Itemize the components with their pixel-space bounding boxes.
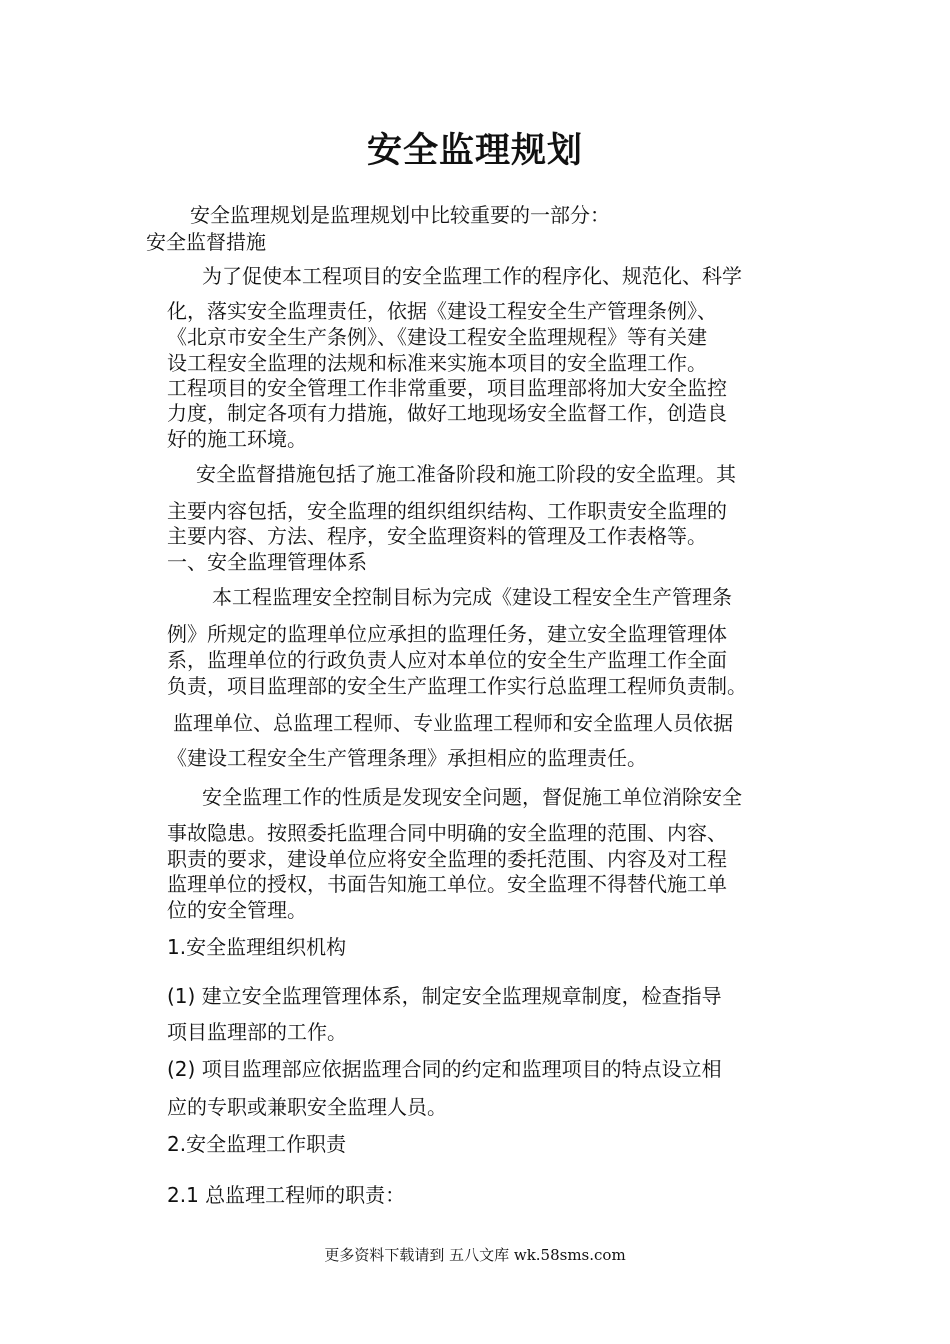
text-line: 安全监督措施包括了施工准备阶段和施工阶段的安全监理。其 bbox=[196, 462, 736, 486]
text-line: 安全监督措施 bbox=[146, 230, 266, 254]
text-line: 设工程安全监理的法规和标准来实施本项目的安全监理工作。 bbox=[167, 351, 707, 375]
text-line: 职责的要求，建设单位应将安全监理的委托范围、内容及对工程 bbox=[167, 847, 727, 871]
list-item: (2) 项目监理部应依据监理合同的约定和监理项目的特点设立相 bbox=[167, 1057, 722, 1081]
text-line: 主要内容、方法、程序，安全监理资料的管理及工作表格等。 bbox=[167, 524, 707, 548]
document-title: 安全监理规划 bbox=[366, 130, 583, 171]
text-line: 为了促使本工程项目的安全监理工作的程序化、规范化、科学 bbox=[202, 264, 742, 288]
text-line: 事故隐患。按照委托监理合同中明确的安全监理的范围、内容、 bbox=[167, 821, 727, 845]
text-line: 《建设工程安全生产管理条理》承担相应的监理责任。 bbox=[167, 746, 647, 770]
list-item: (1) 建立安全监理管理体系，制定安全监理规章制度，检查指导 bbox=[167, 984, 722, 1008]
text-line: 监理单位、总监理工程师、专业监理工程师和安全监理人员依据 bbox=[173, 711, 733, 735]
section-heading: 一、安全监理管理体系 bbox=[167, 550, 367, 574]
text-line: 安全监理规划是监理规划中比较重要的一部分： bbox=[190, 203, 610, 227]
text-line: 《北京市安全生产条例》、《建设工程安全监理规程》等有关建 bbox=[167, 325, 707, 349]
text-line: 工程项目的安全管理工作非常重要，项目监理部将加大安全监控 bbox=[167, 376, 727, 400]
subsection-heading: 1.安全监理组织机构 bbox=[167, 935, 347, 959]
text-line: 监理单位的授权，书面告知施工单位。安全监理不得替代施工单 bbox=[167, 872, 727, 896]
page-footer: 更多资料下载请到 五八文库 wk.58sms.com bbox=[324, 1246, 626, 1264]
text-line: 力度，制定各项有力措施，做好工地现场安全监督工作，创造良 bbox=[167, 401, 727, 425]
text-line: 应的专职或兼职安全监理人员。 bbox=[167, 1095, 447, 1119]
text-line: 主要内容包括，安全监理的组织组织结构、工作职责安全监理的 bbox=[167, 499, 727, 523]
subsection-heading: 2.安全监理工作职责 bbox=[167, 1132, 347, 1156]
text-line: 好的施工环境。 bbox=[167, 427, 307, 451]
text-line: 负责，项目监理部的安全生产监理工作实行总监理工程师负责制。 bbox=[167, 674, 747, 698]
text-line: 位的安全管理。 bbox=[167, 898, 307, 922]
text-line: 项目监理部的工作。 bbox=[167, 1020, 347, 1044]
text-line: 安全监理工作的性质是发现安全问题，督促施工单位消除安全 bbox=[202, 785, 742, 809]
text-line: 系，监理单位的行政负责人应对本单位的安全生产监理工作全面 bbox=[167, 648, 727, 672]
text-line: 例》所规定的监理单位应承担的监理任务，建立安全监理管理体 bbox=[167, 622, 727, 646]
subsection-heading: 2.1 总监理工程师的职责： bbox=[167, 1183, 406, 1207]
text-line: 本工程监理安全控制目标为完成《建设工程安全生产管理条 bbox=[212, 585, 732, 609]
text-line: 化，落实安全监理责任，依据《建设工程安全生产管理条例》、 bbox=[167, 299, 717, 323]
